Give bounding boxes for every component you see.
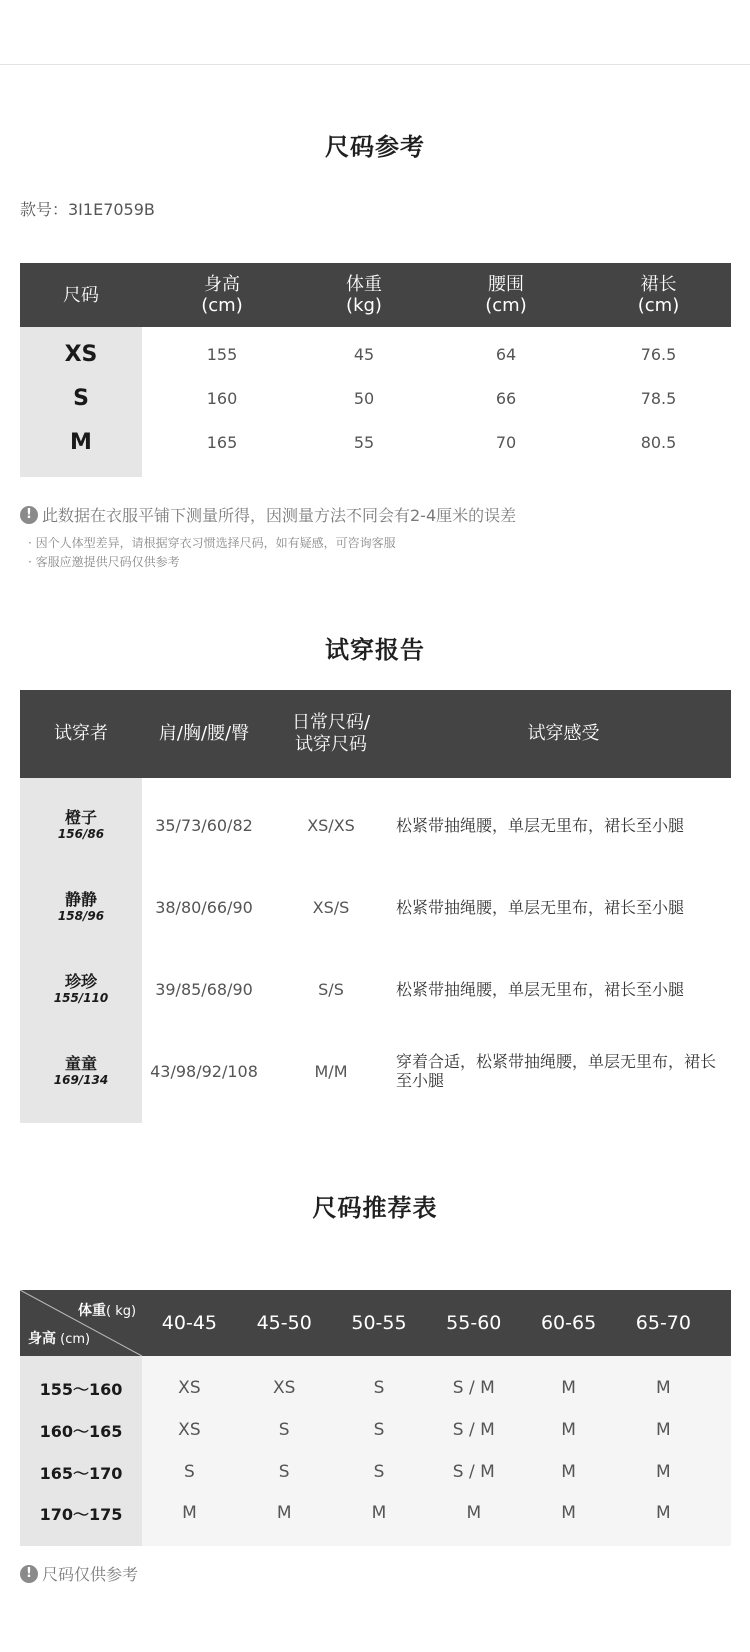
size-cell: XS xyxy=(178,1378,201,1398)
size-cell: M xyxy=(561,1503,576,1523)
size-cell: S xyxy=(278,1462,290,1482)
table-row xyxy=(20,420,731,464)
table-row xyxy=(20,1493,731,1533)
header-size: 尺码 xyxy=(63,284,99,306)
feedback-text: 松紧带抽绳腰，单层无里布，裙长至小腿 xyxy=(396,979,685,999)
waist-value: 66 xyxy=(495,388,517,408)
info-icon: ! xyxy=(20,1565,38,1583)
feedback-text: 穿着合适，松紧带抽绳腰，单层无里布，裙长至小腿 xyxy=(396,1052,717,1090)
size-cell: S xyxy=(184,1462,195,1482)
size-cell: M xyxy=(276,1503,292,1523)
try-on-table xyxy=(20,690,731,1123)
header-sizes: 日常尺码/ 试穿尺码 xyxy=(291,712,371,755)
weight-range-header: 65-70 xyxy=(635,1312,691,1334)
sizes-value: S/S xyxy=(318,979,344,999)
size-label: XS xyxy=(64,341,98,367)
sizes-value: XS/XS xyxy=(307,815,355,835)
tester-stats: 155/110 xyxy=(53,991,109,1005)
size-label: S xyxy=(73,385,89,411)
height-value: 160 xyxy=(206,388,238,408)
header-tester: 试穿者 xyxy=(54,723,108,744)
weight-range-header: 45-50 xyxy=(256,1312,312,1334)
size-cell: XS xyxy=(272,1378,296,1398)
header-waist: 腰围 (cm) xyxy=(485,274,527,316)
weight-range-header: 40-45 xyxy=(161,1312,217,1334)
waist-value: 64 xyxy=(495,344,517,364)
table-row xyxy=(20,1452,731,1492)
height-value: 165 xyxy=(206,432,238,452)
length-value: 76.5 xyxy=(640,344,677,364)
sizes-value: M/M xyxy=(314,1061,348,1081)
measurement-note xyxy=(20,503,516,526)
size-reference-title: 尺码参考 xyxy=(325,133,425,161)
table-row xyxy=(20,1410,731,1450)
tester-stats: 158/96 xyxy=(57,909,105,923)
tester-cell xyxy=(20,891,142,923)
measurements-value: 38/80/66/90 xyxy=(155,897,253,917)
length-value: 80.5 xyxy=(640,432,677,452)
header-measurements: 肩/胸/腰/臀 xyxy=(158,723,250,744)
height-range: 170～175 xyxy=(39,1504,123,1524)
reference-only-text: 尺码仅供参考 xyxy=(42,1565,139,1584)
size-cell: M xyxy=(656,1420,671,1440)
table-row xyxy=(20,1368,731,1408)
size-cell: M xyxy=(561,1378,576,1398)
header-corner xyxy=(20,1290,142,1356)
size-cell: S xyxy=(373,1462,385,1482)
size-table xyxy=(20,263,731,477)
size-cell: XS xyxy=(178,1420,201,1440)
tester-stats: 169/134 xyxy=(53,1073,109,1087)
size-cell: S xyxy=(373,1420,385,1440)
size-cell: M xyxy=(656,1462,671,1482)
size-table-body xyxy=(20,327,731,477)
tester-name: 珍珍 xyxy=(64,972,97,991)
tester-cell xyxy=(20,809,142,841)
reference-only-note xyxy=(20,1562,138,1585)
feedback-text: 松紧带抽绳腰，单层无里布，裙长至小腿 xyxy=(396,815,685,835)
header-weight: 体重 (kg) xyxy=(346,274,382,316)
sizes-value: XS/S xyxy=(312,897,350,917)
measurements-value: 39/85/68/90 xyxy=(155,979,253,999)
recommendation-title: 尺码推荐表 xyxy=(312,1194,438,1222)
weight-range-header: 55-60 xyxy=(446,1312,502,1334)
size-cell: S xyxy=(278,1420,290,1440)
table-row xyxy=(20,1030,731,1112)
table-row xyxy=(20,866,731,948)
tester-name: 静静 xyxy=(64,890,97,909)
size-cell: S / M xyxy=(452,1420,495,1440)
header-length: 裙长 (cm) xyxy=(637,274,680,316)
measurements-value: 43/98/92/108 xyxy=(150,1061,258,1081)
table-row xyxy=(20,784,731,866)
length-value: 78.5 xyxy=(640,388,677,408)
recommendation-table xyxy=(20,1290,731,1546)
weight-range-header: 60-65 xyxy=(540,1312,597,1334)
header-feedback: 试穿感受 xyxy=(527,723,600,744)
size-cell: S / M xyxy=(452,1462,495,1482)
try-on-table-body xyxy=(20,778,731,1123)
size-cell: S / M xyxy=(452,1378,495,1398)
feedback-text: 松紧带抽绳腰，单层无里布，裙长至小腿 xyxy=(396,897,685,917)
size-cell: M xyxy=(182,1503,197,1523)
size-cell: M xyxy=(561,1420,576,1440)
recommendation-table-body xyxy=(20,1356,731,1546)
style-number: 款号：3I1E7059B xyxy=(20,200,155,219)
try-on-table-header xyxy=(20,690,731,778)
size-cell: M xyxy=(656,1378,671,1398)
height-range: 160～165 xyxy=(39,1421,123,1441)
weight-range-header: 50-55 xyxy=(351,1312,407,1334)
measurement-note-text: 此数据在衣服平铺下测量所得，因测量方法不同会有2-4厘米的误差 xyxy=(42,506,517,525)
size-label: M xyxy=(70,429,92,455)
size-cell: S xyxy=(373,1378,385,1398)
height-range: 155～160 xyxy=(39,1379,123,1399)
table-row xyxy=(20,376,731,420)
weight-value: 55 xyxy=(353,432,375,452)
corner-weight-label: 体重( kg) xyxy=(78,1303,137,1319)
waist-value: 70 xyxy=(495,432,517,452)
size-cell: M xyxy=(371,1503,387,1523)
note-sub-1: · 因个人体型差异，请根据穿衣习惯选择尺码，如有疑感，可咨询客服 xyxy=(28,536,396,550)
table-row xyxy=(20,948,731,1030)
tester-name: 童童 xyxy=(64,1054,97,1073)
top-divider xyxy=(0,64,750,65)
height-value: 155 xyxy=(206,344,238,364)
size-table-header xyxy=(20,263,731,327)
size-cell: M xyxy=(561,1462,576,1482)
tester-name: 橙子 xyxy=(64,808,97,827)
corner-height-label: 身高 (cm) xyxy=(28,1331,91,1347)
size-cell: M xyxy=(656,1503,671,1523)
table-row xyxy=(20,332,731,376)
measurements-value: 35/73/60/82 xyxy=(155,815,253,835)
size-cell: M xyxy=(466,1503,482,1523)
weight-value: 50 xyxy=(353,388,375,408)
height-range: 165～170 xyxy=(39,1463,123,1483)
tester-cell xyxy=(20,1055,142,1087)
tester-stats: 156/86 xyxy=(57,827,105,841)
recommendation-table-header xyxy=(20,1290,731,1356)
weight-value: 45 xyxy=(353,344,375,364)
header-height: 身高 (cm) xyxy=(201,274,243,316)
tester-cell xyxy=(20,973,142,1005)
try-on-title: 试穿报告 xyxy=(325,636,425,664)
info-icon: ! xyxy=(20,506,38,524)
note-sub-2: · 客服应邀提供尺码仅供参考 xyxy=(28,555,180,569)
